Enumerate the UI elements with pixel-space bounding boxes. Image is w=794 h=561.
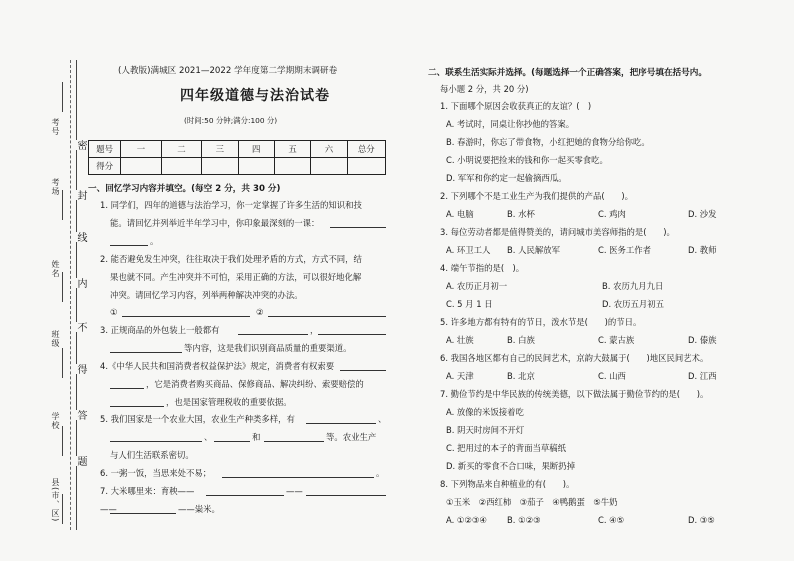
question-option[interactable]: B. 人民解放军	[507, 245, 560, 255]
score-cell[interactable]	[274, 158, 310, 175]
q7-line2-end: ——粜米。	[178, 504, 220, 514]
q4-line3: ，也是国家管理税收的重要依据。	[166, 397, 292, 407]
q2-line3: 冲突。请回忆学习内容，列举两种解决冲突的办法。	[110, 290, 303, 300]
seal-dashed-line	[70, 60, 71, 530]
score-header-cell: 五	[274, 141, 310, 158]
seal-char: 题	[75, 456, 86, 466]
seal-char: 线	[75, 232, 86, 242]
q7-line1: 7. 大米哪里来：育秧——	[100, 486, 195, 496]
question-option[interactable]: C. ④⑤	[598, 515, 625, 525]
q5-blank[interactable]	[110, 441, 202, 442]
label-class: 班级	[51, 330, 60, 348]
question-option[interactable]: A. 环卫工人	[446, 245, 491, 255]
score-header-cell: 题号	[89, 141, 121, 158]
q4-blank[interactable]	[110, 388, 144, 389]
question-option[interactable]: C. 小明说要把捡来的钱和你一起买零食吃。	[446, 155, 608, 165]
seal-char: 内	[75, 278, 86, 288]
score-cell[interactable]	[161, 158, 202, 175]
q3-blank[interactable]	[318, 334, 386, 335]
q3-blank[interactable]	[110, 352, 182, 353]
score-header-cell: 三	[202, 141, 238, 158]
q5-blank[interactable]	[306, 423, 376, 424]
score-table-header-row	[89, 141, 386, 158]
question-option[interactable]: A. ①②③④	[446, 515, 487, 525]
seal-char: 答	[75, 410, 86, 420]
q4-blank[interactable]	[110, 406, 164, 407]
q5-line3: 与人们生活联系密切。	[110, 450, 194, 460]
score-header-cell: 六	[311, 141, 347, 158]
label-school: 学校	[51, 412, 60, 430]
question-option[interactable]: D. 沙发	[688, 209, 717, 219]
fill-line	[62, 426, 63, 456]
part2-title: 二、联系生活实际并选择。(每题选择一个正确答案，把序号填在括号内。	[428, 68, 707, 78]
q5-sep: 、	[378, 414, 387, 424]
question-option[interactable]: A. 农历正月初一	[446, 281, 508, 291]
question-stem: 1. 下面哪个原因会收获真正的友谊？( )	[440, 101, 592, 111]
score-cell[interactable]	[238, 158, 274, 175]
question-option[interactable]: B. 农历九月九日	[602, 281, 664, 291]
q4-line1: 4.《中华人民共和国消费者权益保护法》规定，消费者有权索要	[100, 361, 335, 371]
q4-blank[interactable]	[340, 370, 386, 371]
score-cell[interactable]	[121, 158, 162, 175]
question-stem: 8. 下列物品来自种植业的有( )。	[440, 479, 575, 489]
q6-end: 。	[376, 468, 385, 478]
q1-blank[interactable]	[330, 227, 386, 228]
q7-blank[interactable]	[206, 495, 284, 496]
question-option[interactable]: A. 壮族	[446, 335, 474, 345]
seal-char: 得	[75, 364, 86, 374]
score-header-cell: 四	[238, 141, 274, 158]
question-option[interactable]: C. 5 月 1 日	[446, 299, 493, 309]
score-row-label: 得分	[89, 158, 121, 175]
question-stem: 5. 许多地方都有特有的节日，泼水节是( )的节日。	[440, 317, 642, 327]
label-exam-number: 考号	[51, 118, 60, 136]
question-stem: 4. 端午节指的是( )。	[440, 263, 525, 273]
fill-line	[62, 82, 63, 112]
question-option[interactable]: D. ③⑤	[688, 515, 715, 525]
score-header-cell: 一	[121, 141, 162, 158]
question-option[interactable]: C. 蒙古族	[598, 335, 635, 345]
q2-line2: 果也就不同。产生冲突并不可怕，采用正确的方法，可以很好地化解	[110, 272, 362, 282]
q6-line1: 6. 一粥一饭，当思来处不易；	[100, 468, 212, 478]
q5-and: 和	[252, 432, 261, 442]
q3-blank[interactable]	[238, 334, 308, 335]
exam-subtitle: (人教版)满城区 2021—2022 学年度第二学期期末调研卷	[118, 66, 338, 76]
part1-title: 一、回忆学习内容并填空。(每空 2 分，共 30 分)	[88, 184, 281, 194]
question-items: ①玉米 ②西红柿 ③茄子 ④鸭鹅蛋 ⑤牛奶	[446, 497, 618, 507]
question-option[interactable]: B. ①②③	[507, 515, 541, 525]
seal-char: 不	[75, 322, 86, 332]
question-option[interactable]: C. 把用过的本子的背面当草稿纸	[446, 443, 567, 453]
question-stem: 7. 勤俭节约是中华民族的传统美德，以下做法属于勤俭节约的是( )。	[440, 389, 709, 399]
question-option[interactable]: D. 农历五月初五	[602, 299, 665, 309]
q7-blank[interactable]	[110, 513, 176, 514]
seal-char: 密	[75, 140, 86, 150]
q3-line1: 3. 正规商品的外包装上一般都有	[100, 325, 220, 335]
question-option[interactable]: C. 医务工作者	[598, 245, 652, 255]
score-table-score-row	[89, 158, 386, 175]
score-header-cell: 二	[161, 141, 202, 158]
question-option[interactable]: D. 傣族	[688, 335, 717, 345]
q7-blank[interactable]	[306, 495, 386, 496]
q5-line2-end: 等。农业生产	[326, 432, 377, 442]
question-option[interactable]: B. 春游时，你忘了带食物，小红把她的食物分给你吃。	[446, 137, 650, 147]
q2-choice1: ①	[110, 307, 118, 317]
fill-line	[62, 348, 63, 378]
fill-line	[62, 494, 63, 524]
exam-info: (时间:50 分钟;满分:100 分)	[184, 116, 278, 125]
score-cell[interactable]	[202, 158, 238, 175]
q3-line2: 等内容，这是我们识别商品质量的重要渠道。	[184, 343, 352, 353]
q2-choice2: ②	[256, 307, 264, 317]
question-option[interactable]: B. 白族	[507, 335, 535, 345]
question-option[interactable]: D. 军军和你约定一起偷摘西瓜。	[446, 173, 567, 183]
q4-line2: ，它是消费者购买商品、保修商品、解决纠纷、索要赔偿的	[146, 379, 364, 389]
question-option[interactable]: B. 阴天时房间不开灯	[446, 425, 525, 435]
question-option[interactable]: D. 教师	[688, 245, 717, 255]
question-option[interactable]: A. 放像的米饭接着吃	[446, 407, 524, 417]
q1-line2: 能。请回忆并列举近半年学习中，你印象最深刻的一课：	[110, 218, 320, 228]
q2-blank[interactable]	[122, 316, 250, 317]
part2-title-line2: 每小题 2 分，共 20 分)	[440, 84, 529, 94]
question-stem: 3. 每位劳动者都是值得赞美的，请问城市美容师指的是( )。	[440, 227, 675, 237]
q1-line1: 1. 同学们，四年的道德与法治学习，你一定掌握了许多生活的知识和技	[100, 200, 362, 210]
question-option[interactable]: A. 考试时，同桌让你抄他的答案。	[446, 119, 575, 129]
question-option[interactable]: C. 鸡肉	[598, 209, 626, 219]
q7-dash: ——	[100, 504, 117, 514]
label-exam-room: 考场	[51, 178, 60, 196]
score-header-cell: 总分	[347, 141, 385, 158]
fill-line	[62, 272, 63, 302]
q6-blank[interactable]	[222, 477, 374, 478]
q5-line1: 5. 我们国家是一个农业大国，农业生产种类多样，有	[100, 414, 295, 424]
q1-blank[interactable]	[110, 245, 148, 246]
q5-blank[interactable]	[214, 441, 250, 442]
q2-blank[interactable]	[268, 316, 386, 317]
exam-title: 四年级道德与法治试卷	[180, 88, 330, 104]
question-option[interactable]: D. 新买的零食不合口味，果断扔掉	[446, 461, 576, 471]
label-name: 姓名	[51, 260, 60, 278]
q5-sep: 、	[204, 432, 213, 442]
question-option[interactable]: B. 水杯	[507, 209, 535, 219]
question-option[interactable]: C. 山西	[598, 371, 626, 381]
score-cell[interactable]	[347, 158, 385, 175]
question-option[interactable]: A. 天津	[446, 371, 474, 381]
seal-char: 封	[75, 190, 86, 200]
q7-dash: ——	[286, 486, 303, 496]
q2-line1: 2. 能否避免发生冲突，往往取决于我们处理矛盾的方式，方式不同，结	[100, 254, 362, 264]
q5-blank[interactable]	[264, 441, 324, 442]
score-cell[interactable]	[311, 158, 347, 175]
question-option[interactable]: B. 北京	[507, 371, 535, 381]
question-stem: 6. 我国各地区都有自己的民间艺术，京韵大鼓属于( )地区民间艺术。	[440, 353, 709, 363]
question-option[interactable]: A. 电脑	[446, 209, 474, 219]
question-option[interactable]: D. 江西	[688, 371, 717, 381]
fill-line	[62, 190, 63, 220]
q1-line3: 。	[150, 236, 159, 246]
score-table	[88, 140, 386, 175]
label-county: 县(市、区)	[51, 478, 60, 523]
question-stem: 2. 下列哪个不是工业生产为我们提供的产品( )。	[440, 191, 634, 201]
q3-sep: ，	[310, 325, 319, 335]
